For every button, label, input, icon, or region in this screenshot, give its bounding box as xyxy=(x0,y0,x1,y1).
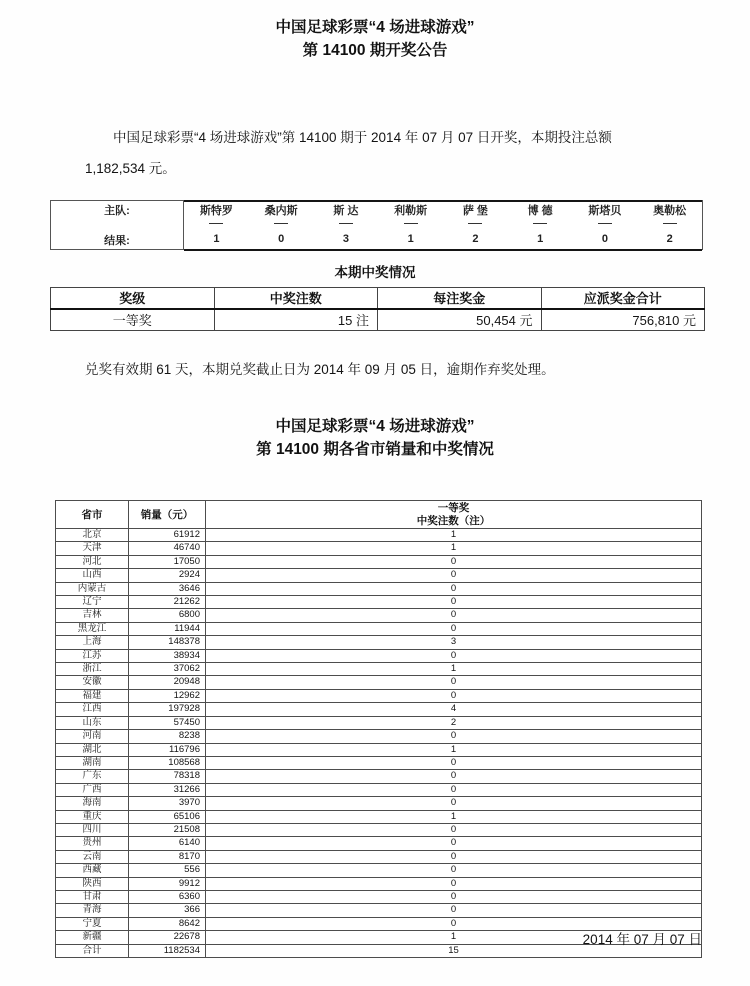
prize-header-row xyxy=(51,288,705,309)
team-separator xyxy=(249,218,314,229)
team-separator-line xyxy=(663,223,677,224)
province-name: 北京 xyxy=(56,529,129,542)
sales-amount: 556 xyxy=(129,864,206,877)
separator-row-label xyxy=(51,218,184,229)
province-row xyxy=(56,756,702,769)
prize-header-total: 应派奖金合计 xyxy=(541,288,705,309)
province-row xyxy=(56,810,702,823)
prize-header-per-bet: 每注奖金 xyxy=(378,288,542,309)
province-table-header xyxy=(56,501,702,529)
province-name: 福建 xyxy=(56,689,129,702)
province-name: 辽宁 xyxy=(56,596,129,609)
province-name: 浙江 xyxy=(56,663,129,676)
team-result: 0 xyxy=(278,233,285,245)
province-name: 天津 xyxy=(56,542,129,555)
province-row xyxy=(56,770,702,783)
sales-amount: 61912 xyxy=(129,529,206,542)
sales-amount: 6800 xyxy=(129,609,206,622)
province-name: 合计 xyxy=(56,944,129,957)
province-name: 山东 xyxy=(56,716,129,729)
province-row xyxy=(56,890,702,903)
province-name: 云南 xyxy=(56,850,129,863)
province-name: 甘肃 xyxy=(56,890,129,903)
sales-amount: 78318 xyxy=(129,770,206,783)
prize-count-value: 15 注 xyxy=(214,309,378,331)
prize-table xyxy=(50,287,705,331)
team-names-cells xyxy=(184,200,702,218)
intro-line2: 1,182,534 元。 xyxy=(85,161,176,176)
team-result: 1 xyxy=(407,233,414,245)
team-result: 1 xyxy=(213,233,220,245)
sales-amount: 3970 xyxy=(129,797,206,810)
first-prize-count: 1 xyxy=(206,931,702,944)
province-row xyxy=(56,609,702,622)
team-name: 桑内斯 xyxy=(264,205,298,217)
province-row xyxy=(56,529,702,542)
team-result-cells xyxy=(184,229,702,251)
province-row xyxy=(56,837,702,850)
first-prize-count: 0 xyxy=(206,676,702,689)
team-separator-line xyxy=(339,223,353,224)
document-title-line1: 中国足球彩票“4 场进球游戏” xyxy=(275,19,475,36)
sales-amount: 366 xyxy=(129,904,206,917)
province-header-prize-line1: 一等奖 xyxy=(437,501,470,514)
province-row xyxy=(56,703,702,716)
team-separator xyxy=(508,218,573,229)
province-name: 西藏 xyxy=(56,864,129,877)
team-result: 2 xyxy=(472,233,479,245)
team-separator-line xyxy=(274,223,288,224)
first-prize-count: 1 xyxy=(206,542,702,555)
team-separator xyxy=(573,218,638,229)
sales-amount: 21508 xyxy=(129,823,206,836)
province-row xyxy=(56,649,702,662)
sales-amount: 8642 xyxy=(129,917,206,930)
sales-amount: 197928 xyxy=(129,703,206,716)
province-sales-table xyxy=(55,500,702,958)
prize-table-body xyxy=(51,309,705,331)
province-row xyxy=(56,542,702,555)
team-separator xyxy=(314,218,379,229)
match-row-team-names xyxy=(51,201,702,218)
province-header-row xyxy=(56,501,702,529)
result-row-label: 结果: xyxy=(51,229,184,250)
province-name: 陕西 xyxy=(56,877,129,890)
team-result: 2 xyxy=(666,233,673,245)
intro-paragraph xyxy=(85,122,680,184)
province-name: 四川 xyxy=(56,823,129,836)
prize-header-level: 奖级 xyxy=(51,288,215,309)
province-row xyxy=(56,555,702,568)
team-separator xyxy=(184,218,249,229)
province-header-sales: 销量（元） xyxy=(129,501,206,529)
first-prize-count: 3 xyxy=(206,636,702,649)
province-name: 江苏 xyxy=(56,649,129,662)
first-prize-count: 2 xyxy=(206,716,702,729)
sales-amount: 116796 xyxy=(129,743,206,756)
redemption-notice: 兑奖有效期 61 天，本期兑奖截止日为 2014 年 09 月 05 日，逾期作弃奖处理。 xyxy=(85,362,555,377)
team-separator-line xyxy=(404,223,418,224)
match-results-table xyxy=(50,200,703,250)
province-name: 内蒙古 xyxy=(56,582,129,595)
province-name: 新疆 xyxy=(56,931,129,944)
first-prize-count: 0 xyxy=(206,756,702,769)
sales-amount: 11944 xyxy=(129,622,206,635)
sales-amount: 9912 xyxy=(129,877,206,890)
sales-amount: 21262 xyxy=(129,596,206,609)
first-prize-count: 0 xyxy=(206,596,702,609)
first-prize-count: 0 xyxy=(206,823,702,836)
prize-section-title: 本期中奖情况 xyxy=(334,265,416,280)
first-prize-count: 0 xyxy=(206,850,702,863)
province-row xyxy=(56,877,702,890)
team-separator-line xyxy=(598,223,612,224)
team-separator-line xyxy=(533,223,547,224)
province-row xyxy=(56,663,702,676)
first-prize-count: 0 xyxy=(206,917,702,930)
intro-line1: 中国足球彩票“4 场进球游戏”第 14100 期于 2014 年 07 月 07 日开奖，本期投注总额 xyxy=(113,130,612,145)
province-header-prize xyxy=(206,501,702,529)
province-table-body xyxy=(56,529,702,958)
team-separator-line xyxy=(468,223,482,224)
sales-amount: 2924 xyxy=(129,569,206,582)
first-prize-count: 0 xyxy=(206,555,702,568)
team-name: 利勒斯 xyxy=(394,205,428,217)
prize-data-row xyxy=(51,309,705,331)
province-row xyxy=(56,636,702,649)
province-name: 贵州 xyxy=(56,837,129,850)
province-row xyxy=(56,743,702,756)
team-name: 斯特罗 xyxy=(199,205,233,217)
province-name: 海南 xyxy=(56,797,129,810)
first-prize-count: 0 xyxy=(206,864,702,877)
match-row-separators xyxy=(51,218,702,229)
first-prize-count: 0 xyxy=(206,797,702,810)
first-prize-count: 15 xyxy=(206,944,702,957)
first-prize-count: 0 xyxy=(206,877,702,890)
first-prize-count: 1 xyxy=(206,529,702,542)
team-name: 萨 堡 xyxy=(462,205,488,217)
team-separator xyxy=(637,218,702,229)
team-name: 斯 达 xyxy=(333,205,359,217)
province-name: 山西 xyxy=(56,569,129,582)
sales-amount: 65106 xyxy=(129,810,206,823)
province-name: 广西 xyxy=(56,783,129,796)
first-prize-count: 0 xyxy=(206,622,702,635)
province-name: 湖南 xyxy=(56,756,129,769)
first-prize-count: 1 xyxy=(206,663,702,676)
province-row xyxy=(56,569,702,582)
first-prize-count: 1 xyxy=(206,743,702,756)
province-row xyxy=(56,716,702,729)
province-title-line1: 中国足球彩票“4 场进球游戏” xyxy=(275,418,475,435)
sales-amount: 12962 xyxy=(129,689,206,702)
province-header-prize-line2: 中奖注数（注） xyxy=(416,514,491,527)
team-result: 0 xyxy=(601,233,608,245)
prize-per-bet-value: 50,454 元 xyxy=(378,309,542,331)
sales-amount: 46740 xyxy=(129,542,206,555)
team-name: 博 德 xyxy=(527,205,553,217)
prize-total-value: 756,810 元 xyxy=(541,309,705,331)
province-row xyxy=(56,622,702,635)
sales-amount: 108568 xyxy=(129,756,206,769)
sales-amount: 8170 xyxy=(129,850,206,863)
footer-date: 2014 年 07 月 07 日 xyxy=(582,932,702,947)
first-prize-count: 0 xyxy=(206,689,702,702)
team-result: 3 xyxy=(342,233,349,245)
team-separator-line xyxy=(209,223,223,224)
sales-amount: 37062 xyxy=(129,663,206,676)
province-name: 上海 xyxy=(56,636,129,649)
province-row xyxy=(56,596,702,609)
document-title-line2: 第 14100 期开奖公告 xyxy=(302,42,448,59)
sales-amount: 20948 xyxy=(129,676,206,689)
province-row xyxy=(56,676,702,689)
province-row xyxy=(56,904,702,917)
first-prize-count: 0 xyxy=(206,649,702,662)
province-name: 宁夏 xyxy=(56,917,129,930)
province-row xyxy=(56,864,702,877)
province-row xyxy=(56,783,702,796)
province-title-line2: 第 14100 期各省市销量和中奖情况 xyxy=(256,441,494,458)
sales-amount: 148378 xyxy=(129,636,206,649)
sales-amount: 6140 xyxy=(129,837,206,850)
province-name: 江西 xyxy=(56,703,129,716)
province-row xyxy=(56,797,702,810)
sales-amount: 17050 xyxy=(129,555,206,568)
province-row xyxy=(56,823,702,836)
province-row xyxy=(56,730,702,743)
first-prize-count: 4 xyxy=(206,703,702,716)
province-row xyxy=(56,689,702,702)
team-separator xyxy=(378,218,443,229)
province-name: 吉林 xyxy=(56,609,129,622)
sales-amount: 22678 xyxy=(129,931,206,944)
team-separator xyxy=(443,218,508,229)
first-prize-count: 0 xyxy=(206,837,702,850)
first-prize-count: 0 xyxy=(206,730,702,743)
sales-amount: 38934 xyxy=(129,649,206,662)
first-prize-count: 0 xyxy=(206,904,702,917)
sales-amount: 3646 xyxy=(129,582,206,595)
province-row xyxy=(56,582,702,595)
province-name: 安徽 xyxy=(56,676,129,689)
province-name: 青海 xyxy=(56,904,129,917)
first-prize-count: 0 xyxy=(206,770,702,783)
first-prize-count: 0 xyxy=(206,609,702,622)
team-result: 1 xyxy=(537,233,544,245)
prize-level-value: 一等奖 xyxy=(51,309,215,331)
province-name: 广东 xyxy=(56,770,129,783)
prize-table-header xyxy=(51,288,705,309)
province-name: 河北 xyxy=(56,555,129,568)
team-separator-cells xyxy=(184,218,702,229)
province-name: 湖北 xyxy=(56,743,129,756)
team-name: 斯塔贝 xyxy=(588,205,622,217)
first-prize-count: 0 xyxy=(206,783,702,796)
prize-header-count: 中奖注数 xyxy=(214,288,378,309)
sales-amount: 6360 xyxy=(129,890,206,903)
province-section-title xyxy=(0,415,750,461)
province-name: 河南 xyxy=(56,730,129,743)
first-prize-count: 1 xyxy=(206,810,702,823)
province-header-name: 省市 xyxy=(56,501,129,529)
sales-amount: 57450 xyxy=(129,716,206,729)
sales-amount: 31266 xyxy=(129,783,206,796)
match-row-results xyxy=(51,229,702,250)
document-title xyxy=(0,16,750,62)
sales-amount: 1182534 xyxy=(129,944,206,957)
sales-amount: 8238 xyxy=(129,730,206,743)
team-name: 奥勒松 xyxy=(653,205,687,217)
province-name: 黑龙江 xyxy=(56,622,129,635)
province-name: 重庆 xyxy=(56,810,129,823)
first-prize-count: 0 xyxy=(206,890,702,903)
home-team-row-label: 主队: xyxy=(51,201,184,218)
first-prize-count: 0 xyxy=(206,582,702,595)
province-row xyxy=(56,850,702,863)
first-prize-count: 0 xyxy=(206,569,702,582)
